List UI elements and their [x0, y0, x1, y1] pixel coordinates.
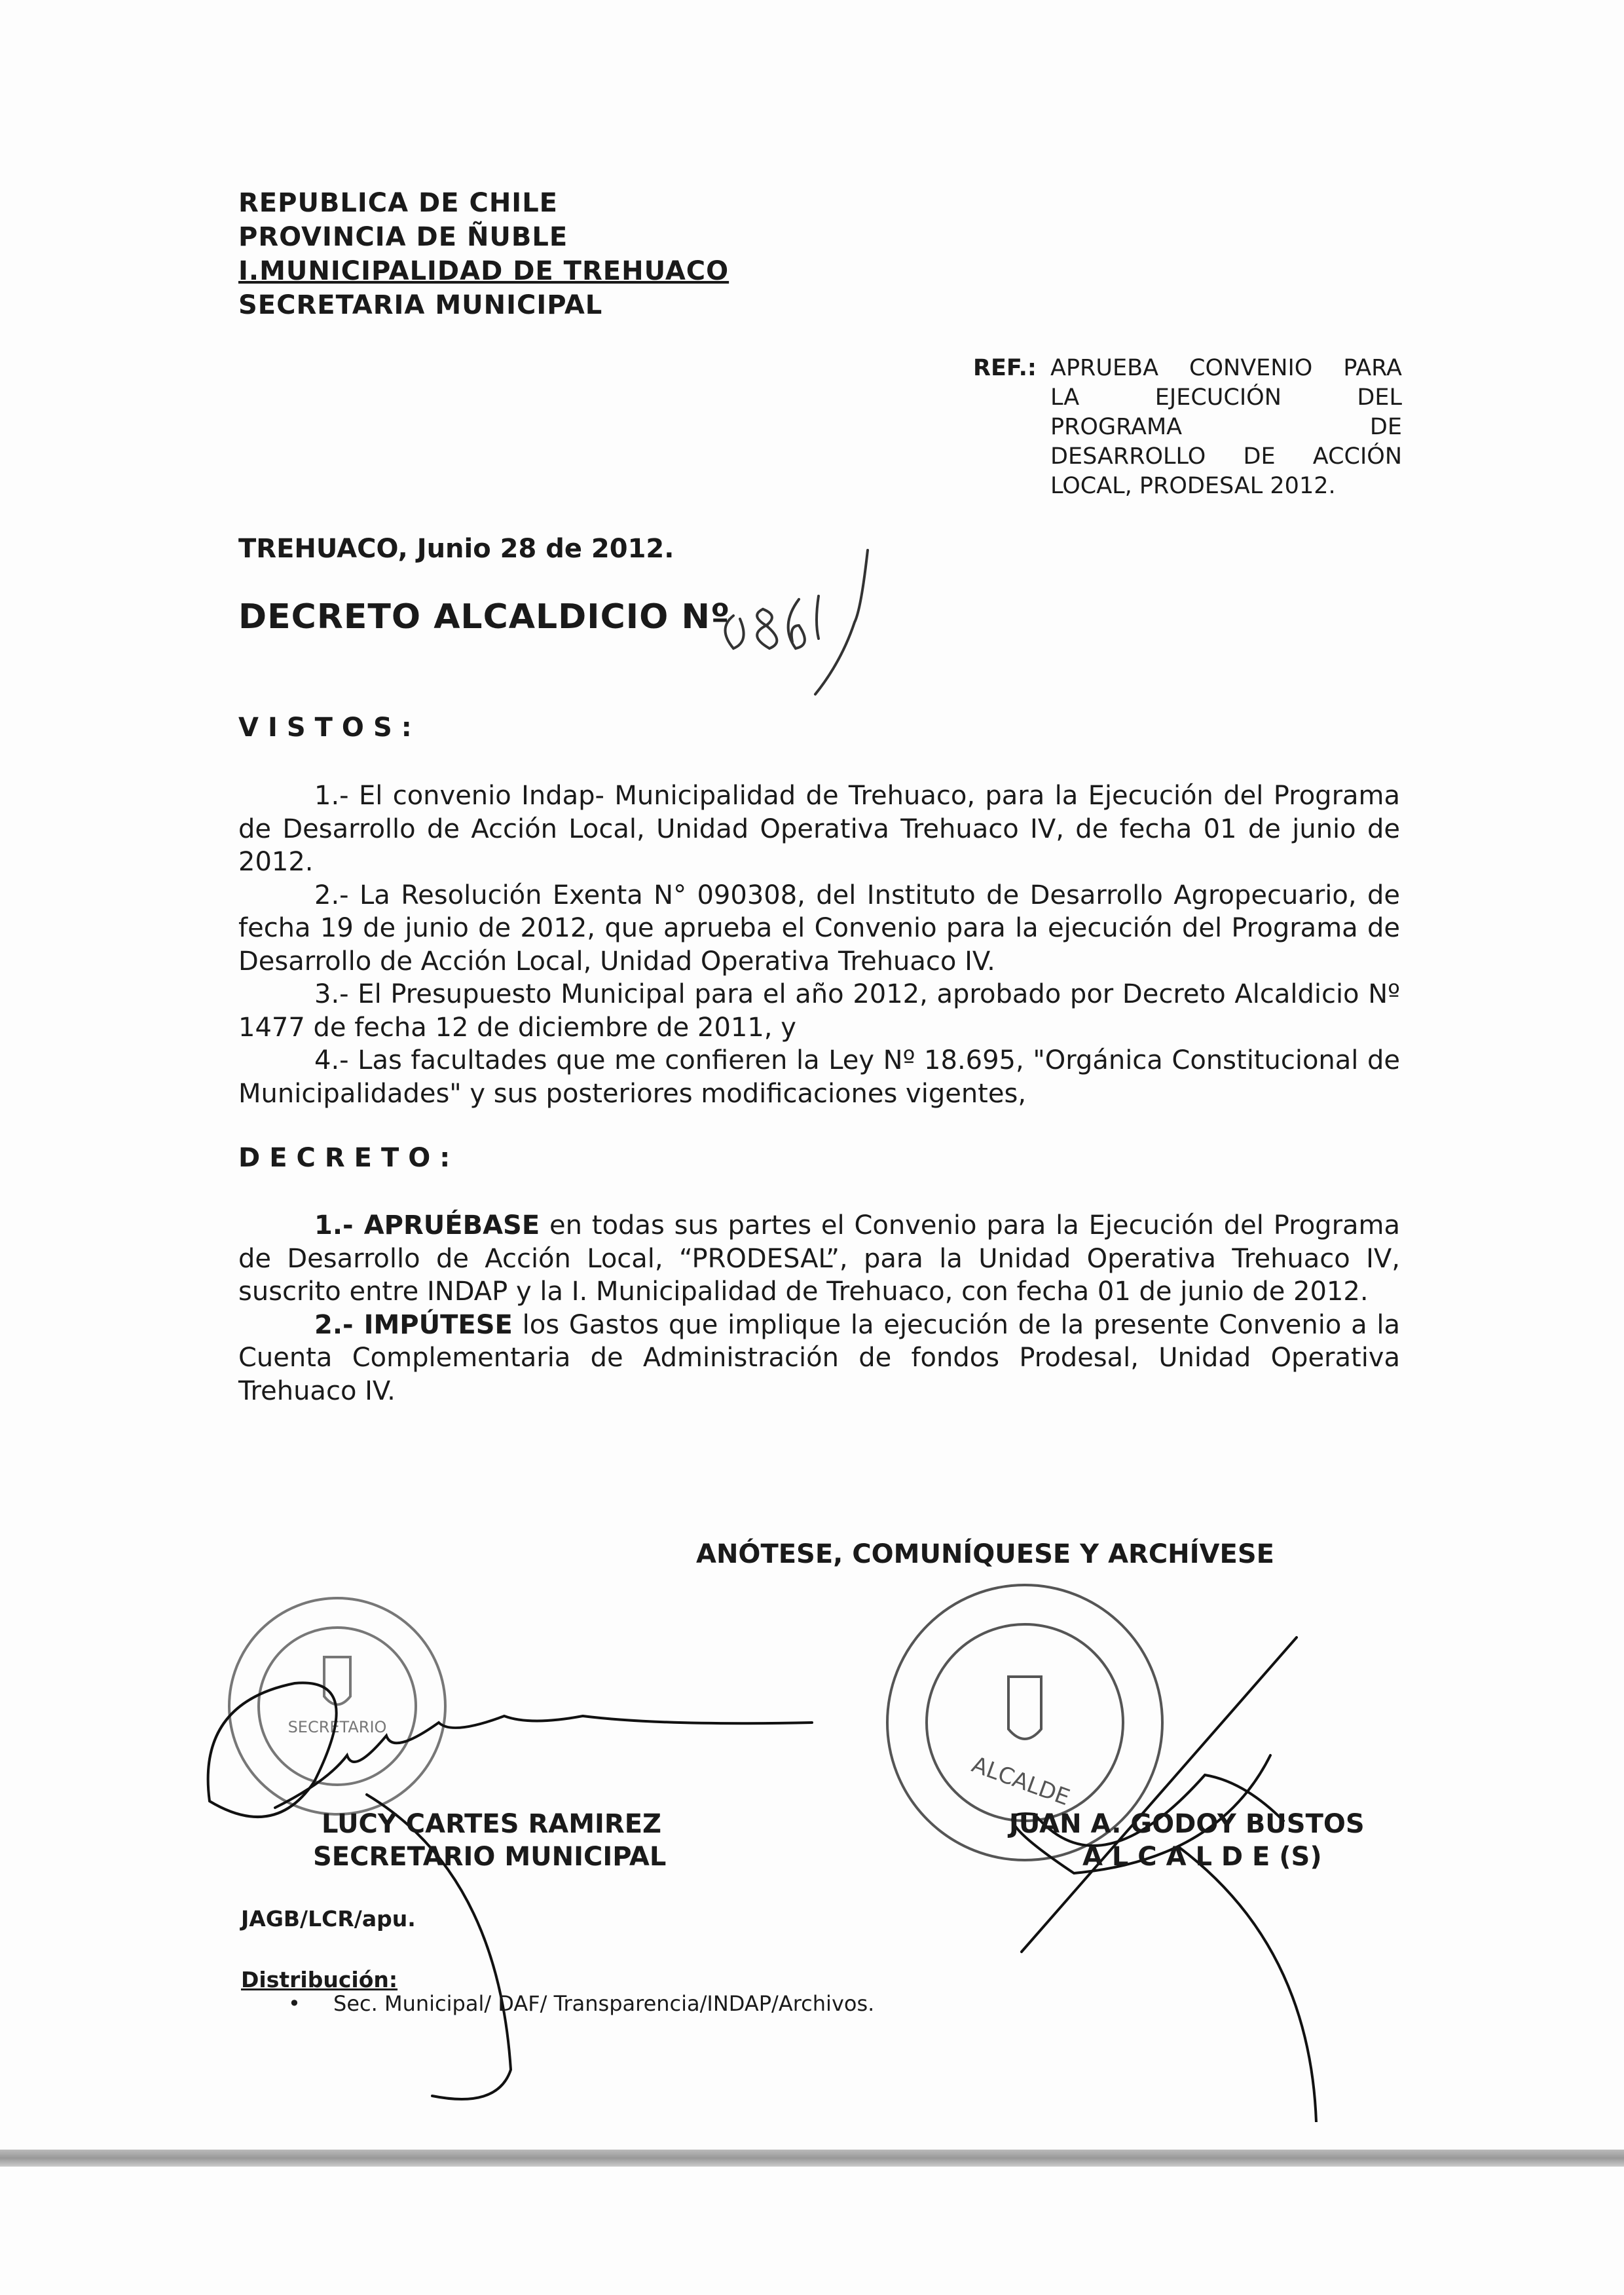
vistos-list: [238, 779, 1400, 1110]
vistos-item: 3.- El Presupuesto Municipal para el año 2012, aprobado por Decreto Alcaldicio Nº 1477 de fecha 12 de diciembre de 2011, y: [238, 979, 1400, 1043]
header-municipality: I.MUNICIPALIDAD DE TREHUACO: [238, 256, 729, 286]
decreto-item: [238, 1209, 1400, 1309]
closing-formula: ANÓTESE, COMUNÍQUESE Y ARCHÍVESE: [696, 1539, 1274, 1569]
decreto-item-lead: 2.- IMPÚTESE: [314, 1309, 513, 1340]
ref-line: DESARROLLO DE ACCIÓN: [1050, 443, 1402, 470]
mayor-title: A L C A L D E (S): [1082, 1842, 1322, 1872]
ref-line: LOCAL, PRODESAL 2012.: [1050, 473, 1336, 499]
decreto-item-text: los Gastos que implique la ejecución de la presente Convenio a la Cuenta Complementaria de Administración de fondos Prodesal, Unidad Operativa Trehuaco IV.: [238, 1309, 1401, 1406]
stamp-text: SECRETARIO: [287, 1718, 387, 1736]
distribution-heading: Distribución:: [241, 1967, 398, 1992]
secretary-name: LUCY CARTES RAMIREZ: [322, 1809, 662, 1839]
decree-title: DECRETO ALCALDICIO Nº: [238, 597, 731, 637]
decreto-heading: DECRETO:: [238, 1143, 460, 1173]
vistos-item: 1.- El convenio Indap- Municipalidad de Trehuaco, para la Ejecución del Programa de Desarrollo de Acción Local, Unidad Operativa Trehuaco IV, de fecha 01 de junio de 2012.: [238, 781, 1400, 877]
header-province: PROVINCIA DE ÑUBLE: [238, 222, 568, 252]
vistos-item: 2.- La Resolución Exenta N° 090308, del Instituto de Desarrollo Agropecuario, de fecha 19 de junio de 2012, que aprueba el Convenio para la ejecución del Programa de Desarrollo de Acción Local, Unidad Operativa Trehuaco IV.: [238, 880, 1400, 977]
decreto-item-text: en todas sus partes el Convenio para la Ejecución del Programa de Desarrollo de Acción Local, “PRODESAL”, para la Unidad Operativa Trehuaco IV, suscrito entre INDAP y la I. Municipalidad de Trehuaco, con fecha 01 de junio de 2012.: [238, 1210, 1400, 1307]
scan-edge: [0, 2150, 1624, 2167]
decreto-item-lead: 1.- APRUÉBASE: [314, 1210, 540, 1241]
ref-line: PROGRAMA DE: [1050, 414, 1402, 440]
ref-line: LA EJECUCIÓN DEL: [1050, 384, 1402, 411]
decreto-item: [238, 1309, 1400, 1408]
secretary-title: SECRETARIO MUNICIPAL: [313, 1842, 667, 1872]
document-date: TREHUACO, Junio 28 de 2012.: [238, 534, 674, 564]
decreto-list: [238, 1209, 1400, 1408]
header-secretariat: SECRETARIA MUNICIPAL: [238, 290, 603, 320]
distribution-item: [288, 1991, 874, 2016]
mayor-name: JUAN A. GODOY BUSTOS: [1009, 1809, 1365, 1839]
distribution-item-text: Sec. Municipal/ DAF/ Transparencia/INDAP/Archivos.: [333, 1991, 875, 2016]
reference-block: [973, 354, 1402, 501]
ref-line: APRUEBA CONVENIO PARA: [1050, 355, 1402, 381]
bullet-icon: •: [288, 1991, 301, 2016]
vistos-item: 4.- Las facultades que me confieren la Ley Nº 18.695, "Orgánica Constitucional de Municipalidades" y sus posteriores modificaciones vigentes,: [238, 1045, 1400, 1109]
header-republic: REPUBLICA DE CHILE: [238, 188, 558, 218]
handwritten-decree-number: [714, 537, 884, 714]
ref-label: REF.:: [973, 355, 1037, 381]
vistos-heading: VISTOS:: [238, 713, 421, 743]
initials: JAGB/LCR/apu.: [241, 1906, 416, 1931]
stamp-text: ALCALDE: [968, 1751, 1073, 1812]
